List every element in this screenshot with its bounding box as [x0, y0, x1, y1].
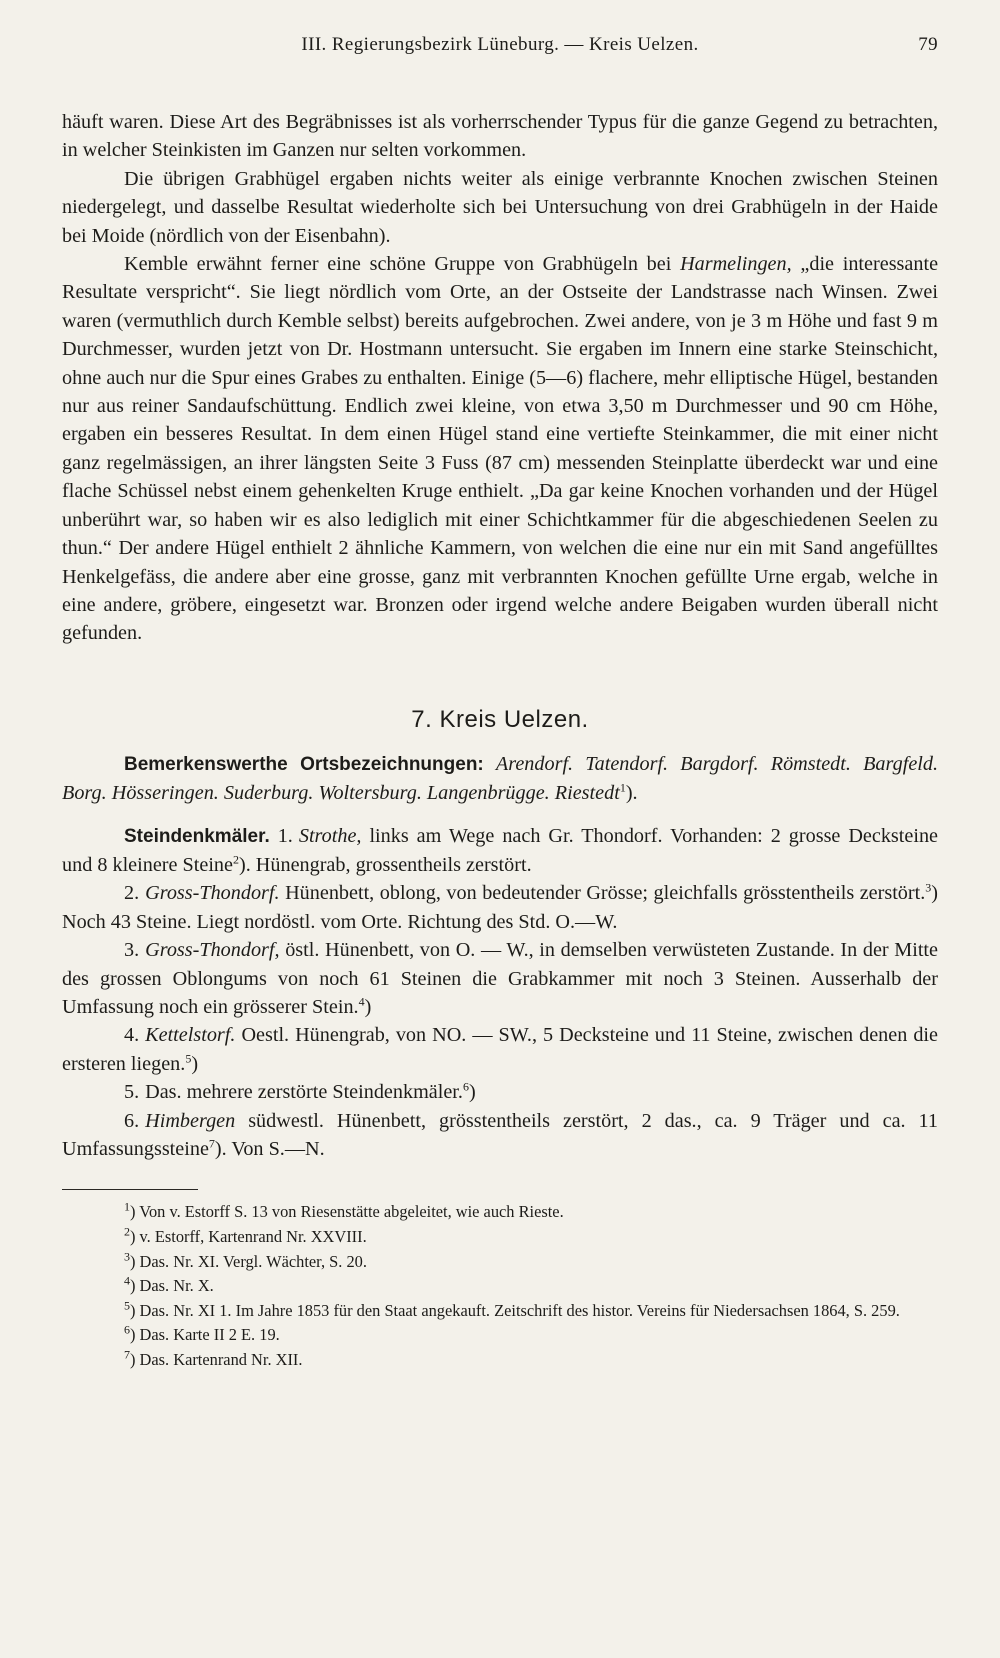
- place-name: Borg.: [62, 782, 107, 805]
- entry-place: Gross-Thondorf,: [145, 939, 280, 962]
- place-name: Arendorf.: [495, 752, 574, 775]
- place-name: Woltersburg.: [318, 782, 422, 805]
- entry-text: Hünenbett, oblong, von bedeutender Grösse; gleichfalls grösstentheils zerstört.: [285, 882, 926, 905]
- paragraph-grabhuegel: Die übrigen Grabhügel ergaben nichts weiter als einige verbrannte Knochen zwischen Steinen niedergelegt, und dasselbe Resultat wiederholte sich bei Untersuchung von drei Grabhügeln in der Haide bei Moide (nördlich von der Eisenbahn).: [62, 167, 938, 247]
- place-harmelingen: Harmelingen,: [680, 253, 792, 276]
- entry-number: 3.: [124, 939, 140, 962]
- entry-place: Kettelstorf.: [145, 1024, 236, 1047]
- entry-place: Himbergen: [145, 1109, 236, 1132]
- footnote-text: ) Von v. Estorff S. 13 von Riesenstätte abgeleitet, wie auch Rieste.: [130, 1202, 564, 1222]
- entry-number: 6.: [124, 1109, 140, 1132]
- footnote-ref: 2: [232, 852, 239, 867]
- footnote-text: ) Das. Nr. XI 1. Im Jahre 1853 für den Staat angekauft. Zeitschrift des histor. Vereins für Niedersachsen 1864, S. 259.: [130, 1300, 900, 1320]
- footnote-text: ) Das. Karte II 2 E. 19.: [130, 1325, 280, 1345]
- entry-text-end: ). Von S.—N.: [214, 1138, 325, 1160]
- entry-text: östl. Hünenbett, von O. — W., in demselben verwüsteten Zustande. In der Mitte des grossen Oblongums von noch 61 Steinen die Grabkammer mit noch 3 Steinen. Ausserhalb der Umfassung noch ein grösserer Stein.: [62, 939, 938, 1018]
- body-text: [62, 108, 938, 648]
- kemble-text: „die interessante Resultate verspricht“. Sie liegt nördlich vom Orte, an der Ostseite der Landstrasse nach Winsen. Zwei waren (vermuthlich durch Kemble selbst) bereits aufgebrochen. Zwei andere, von je 3 m Höhe und fast 9 m Durchmesser, wurden jetzt von Dr. Hostmann untersucht. Sie ergaben im Innern eine starke Steinschicht, ohne auch nur die Spur eines Grabes zu enthalten. Einige (5—6) flachere, mehr elliptische Hügel, bestanden nur aus reiner Sandaufschüttung. Endlich zwei kleine, von etwa 3,50 m Durchmesser und 90 cm Höhe, ergaben ein besseres Resultat. In dem einen Hügel stand eine vertiefte Steinkammer, die mit einer nicht ganz regelmässigen, an ihrer längsten Seite 3 Fuss (87 cm) messenden Steinplatte überdeckt war und eine flache Schüssel nebst einem gehenkelten Kruge enthielt. „Da gar keine Knochen vorhanden und der Hügel unberührt war, so haben wir es also lediglich mit einer Schichtkammer für die abgeschiedenen Seelen zu thun.“ Der andere Hügel enthielt 2 ähnliche Kammern, von welchen die eine nur ein mit Sand angefülltes Henkelgefäss, die andere aber eine grosse, ganz mit verbrannten Knochen gefüllte Urne ergab, welche in eine andere, gröbere, eingesetzt war. Bronzen oder irgend welche andere Beigaben wurden überall nicht gefunden.: [62, 253, 939, 645]
- entry-number: 5.: [124, 1081, 140, 1104]
- place-names-heading: Bemerkenswerthe Ortsbezeichnungen:: [124, 753, 484, 775]
- footnote-mark: 7: [124, 1347, 130, 1362]
- place-name: Riestedt: [554, 782, 620, 805]
- footnote-mark: 4: [124, 1273, 130, 1288]
- entry-text: Oestl. Hünengrab, von NO. — SW., 5 Decksteine und 11 Steine, zwischen denen die ersteren liegen.: [62, 1024, 938, 1075]
- footnote-mark: 2: [124, 1224, 130, 1239]
- monument-entry: [62, 936, 938, 1021]
- footnote-text: ) Das. Nr. X.: [130, 1276, 214, 1296]
- place-name: Bargfeld.: [863, 752, 939, 775]
- footnote-ref: 6: [462, 1079, 469, 1094]
- place-name: Suderburg.: [223, 782, 314, 805]
- place-name: Römstedt.: [770, 752, 851, 775]
- footnote-mark: 6: [124, 1322, 130, 1337]
- footnote: [62, 1274, 938, 1299]
- footnote-ref: 5: [185, 1051, 192, 1066]
- paragraph-kemble: [62, 250, 938, 648]
- page-number: 79: [918, 34, 938, 55]
- footnote-text: ) Das. Kartenrand Nr. XII.: [130, 1349, 303, 1369]
- monument-entry: [62, 1078, 938, 1106]
- monuments-heading: Steindenkmäler.: [124, 825, 270, 847]
- entry-place: Gross-Thondorf.: [145, 882, 280, 905]
- monument-entry: [62, 1107, 938, 1164]
- paragraph-continuation: häuft waren. Diese Art des Begräbnisses ist als vorherrschender Typus für die ganze Gegend zu betrachten, in welcher Steinkisten im Ganzen nur selten vorkommen.: [62, 111, 938, 162]
- footnote: [62, 1225, 938, 1250]
- section-title: 7. Kreis Uelzen.: [411, 705, 589, 733]
- page-header: [62, 30, 938, 60]
- footnote-mark: 1: [124, 1199, 130, 1214]
- entry-number: 1.: [277, 824, 293, 847]
- entry-text-end: ) Noch 43 Steine. Liegt nordöstl. vom Orte. Richtung des Std. O.—W.: [62, 882, 939, 933]
- kemble-lead: Kemble erwähnt ferner eine schöne Gruppe von Grabhügeln bei: [124, 253, 672, 276]
- monument-entry: [62, 879, 938, 936]
- place-name: Bargdorf.: [680, 752, 759, 775]
- place-name: Langenbrügge.: [426, 782, 550, 805]
- footnote: [62, 1299, 938, 1324]
- entry-text-end: ): [468, 1081, 476, 1104]
- footnote-ref: 7: [208, 1136, 215, 1151]
- entry-text: Das. mehrere zerstörte Steindenkmäler.: [145, 1081, 463, 1104]
- footnote-ref: 3: [925, 880, 932, 895]
- footnote-mark: 5: [124, 1298, 130, 1313]
- footnote: [62, 1348, 938, 1373]
- entry-text-end: ): [191, 1052, 199, 1075]
- section-kreis-uelzen: [62, 750, 938, 1164]
- entry-text-end: ): [364, 995, 372, 1018]
- footnote: [62, 1200, 938, 1225]
- footnote: [62, 1250, 938, 1275]
- entry-text: südwestl. Hünenbett, grösstentheils zerstört, 2 das., ca. 9 Träger und ca. 11 Umfassungssteine: [62, 1109, 938, 1160]
- footnote-ref: 4: [358, 994, 365, 1009]
- monument-entry: [62, 822, 938, 880]
- footnote-text: ) v. Estorff, Kartenrand Nr. XXVIII.: [130, 1227, 367, 1246]
- place-name: Hösseringen.: [111, 782, 219, 805]
- footnote: [62, 1323, 938, 1348]
- footnote-mark: 3: [124, 1249, 130, 1264]
- footnote-divider: [62, 1189, 198, 1190]
- place-name: Tatendorf.: [585, 752, 669, 775]
- entry-number: 2.: [124, 882, 140, 905]
- running-head: III. Regierungsbezirk Lüneburg. — Kreis Uelzen.: [301, 34, 699, 55]
- place-names-paragraph: [62, 750, 938, 808]
- entry-text-end: ). Hünengrab, grossentheils zerstört.: [238, 853, 532, 876]
- footnote-ref: 1: [619, 780, 626, 795]
- monument-entry: [62, 1021, 938, 1078]
- footnote-text: ) Das. Nr. XI. Vergl. Wächter, S. 20.: [130, 1251, 367, 1271]
- entry-text: links am Wege nach Gr. Thondorf. Vorhanden: 2 grosse Decksteine und 8 kleinere Steine: [62, 824, 939, 876]
- entry-number: 4.: [124, 1024, 140, 1047]
- names-closing: ).: [625, 782, 638, 805]
- entry-place: Strothe,: [298, 824, 362, 847]
- footnotes: [62, 1200, 938, 1372]
